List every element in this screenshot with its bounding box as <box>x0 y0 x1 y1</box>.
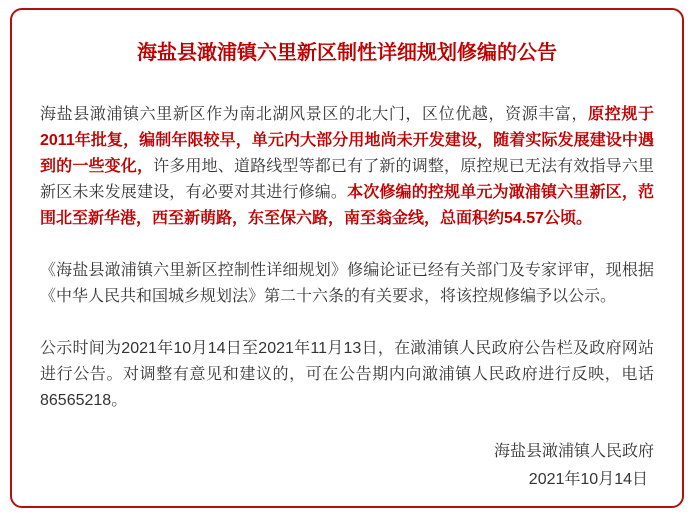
signature-author: 海盐县澉浦镇人民政府 <box>493 443 654 460</box>
signature-date: 2021年10月14日 <box>528 471 648 488</box>
highlight-segment: 原控规于2011年批复，编制年限较早，单元内大部分用地尚未开发建设，随着实际发展建设中遇到的一些变化， <box>40 106 654 175</box>
announcement-border <box>10 8 684 508</box>
text-segment: 许多用地、道路线型等都已有了新的调整，原控规已无法有效指导六里新区未来发展建设，有必要对其进行修编。 <box>40 158 654 201</box>
announcement-content <box>12 10 682 494</box>
text-segment: 公示时间为2021年10月14日至2021年11月13日，在澉浦镇人民政府公告栏及政府网站进行公告。对调整有意见和建议的，可在公告期内向澉浦镇人民政府进行反映，电话86565218。 <box>40 340 654 409</box>
text-segment: 《海盐县澉浦镇六里新区控制性详细规划》修编论证已经有关部门及专家评审，现根据《中华人民共和国城乡规划法》第二十六条的有关要求，将该控规修编予以公示。 <box>40 262 654 305</box>
text-segment: 海盐县澉浦镇六里新区作为南北湖风景区的北大门，区位优越，资源丰富， <box>40 106 589 123</box>
signature-block <box>40 438 654 494</box>
paragraph-review <box>40 258 654 310</box>
highlight-segment: 本次修编的控规单元为澉浦镇六里新区，范围北至新华港，西至新萌路，东至保六路，南至翁金线，总面积约54.57公顷。 <box>40 184 654 227</box>
page-title: 海盐县澉浦镇六里新区制性详细规划修编的公告 <box>137 42 557 64</box>
paragraph-intro <box>40 102 654 232</box>
paragraph-notice-period <box>40 336 654 414</box>
